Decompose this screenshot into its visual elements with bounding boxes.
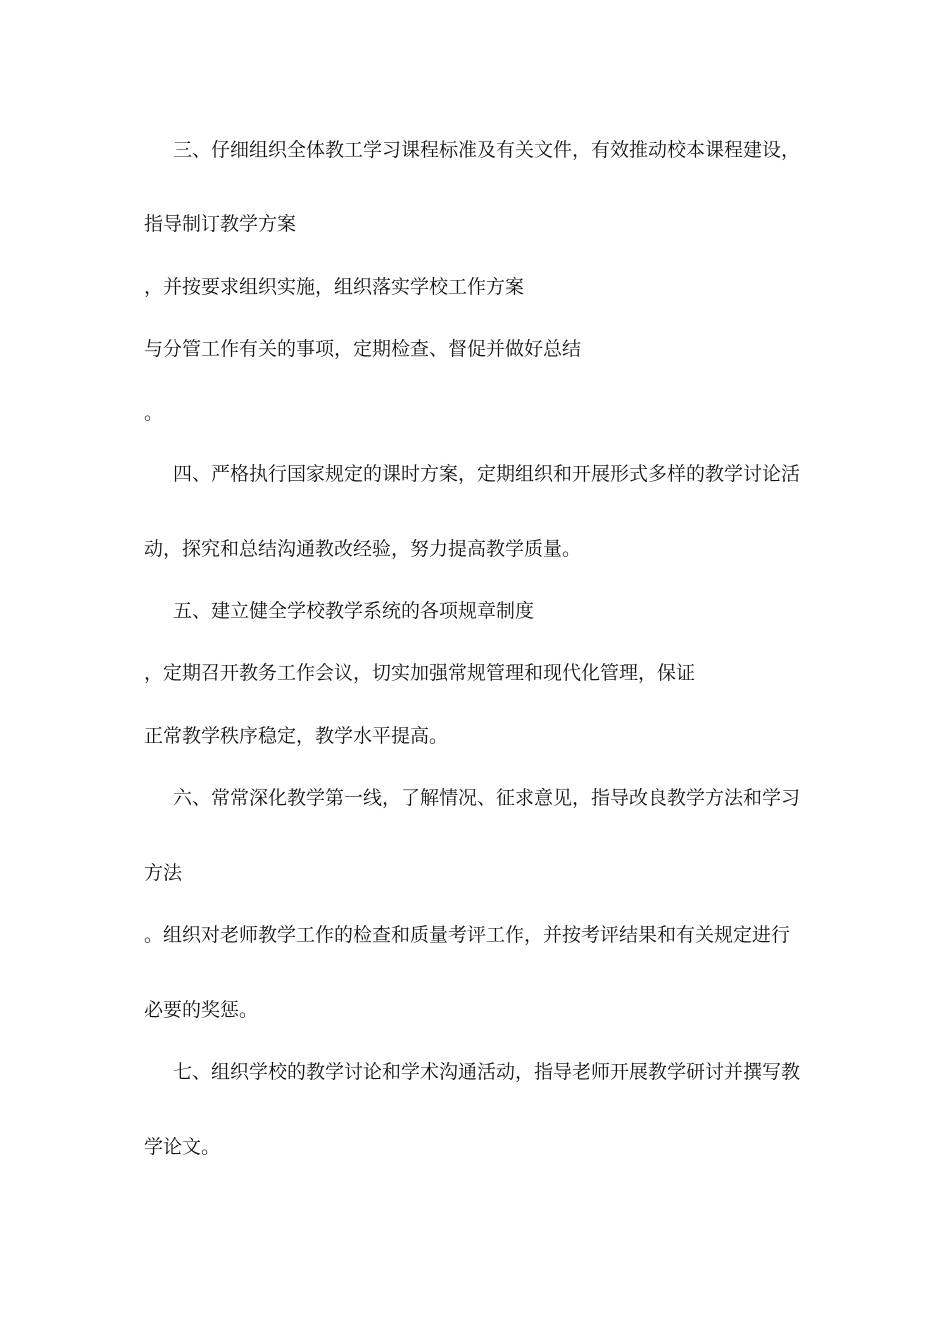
paragraph-line: 正常教学秩序稳定，教学水平提高。 bbox=[144, 725, 449, 747]
paragraph-line: ，并按要求组织实施，组织落实学校工作方案 bbox=[144, 276, 525, 298]
paragraph-line: ，定期召开教务工作会议，切实加强常规管理和现代化管理，保证 bbox=[144, 662, 696, 684]
paragraph-line: 四、严格执行国家规定的课时方案，定期组织和开展形式多样的教学讨论活 bbox=[173, 463, 801, 485]
paragraph-line: 方法 bbox=[144, 862, 183, 884]
paragraph-line: 。 bbox=[144, 402, 164, 424]
paragraph-line: 七、组织学校的教学讨论和学术沟通活动，指导老师开展教学研讨并撰写教 bbox=[173, 1061, 801, 1083]
paragraph-line: 指导制订教学方案 bbox=[144, 213, 297, 235]
paragraph-line: 必要的奖惩。 bbox=[144, 999, 259, 1021]
paragraph-line: 。组织对老师教学工作的检查和质量考评工作，并按考评结果和有关规定进行 bbox=[144, 924, 791, 946]
paragraph-line: 学论文。 bbox=[144, 1136, 221, 1158]
paragraph-line: 与分管工作有关的事项，定期检查、督促并做好总结 bbox=[144, 338, 582, 360]
paragraph-line: 六、常常深化教学第一线，了解情况、征求意见，指导改良教学方法和学习 bbox=[173, 787, 801, 809]
paragraph-line: 五、建立健全学校教学系统的各项规章制度 bbox=[173, 600, 535, 622]
paragraph-line: 动，探究和总结沟通教改经验，努力提高教学质量。 bbox=[144, 538, 582, 560]
paragraph-line: 三、仔细组织全体教工学习课程标准及有关文件，有效推动校本课程建设， bbox=[173, 139, 801, 161]
